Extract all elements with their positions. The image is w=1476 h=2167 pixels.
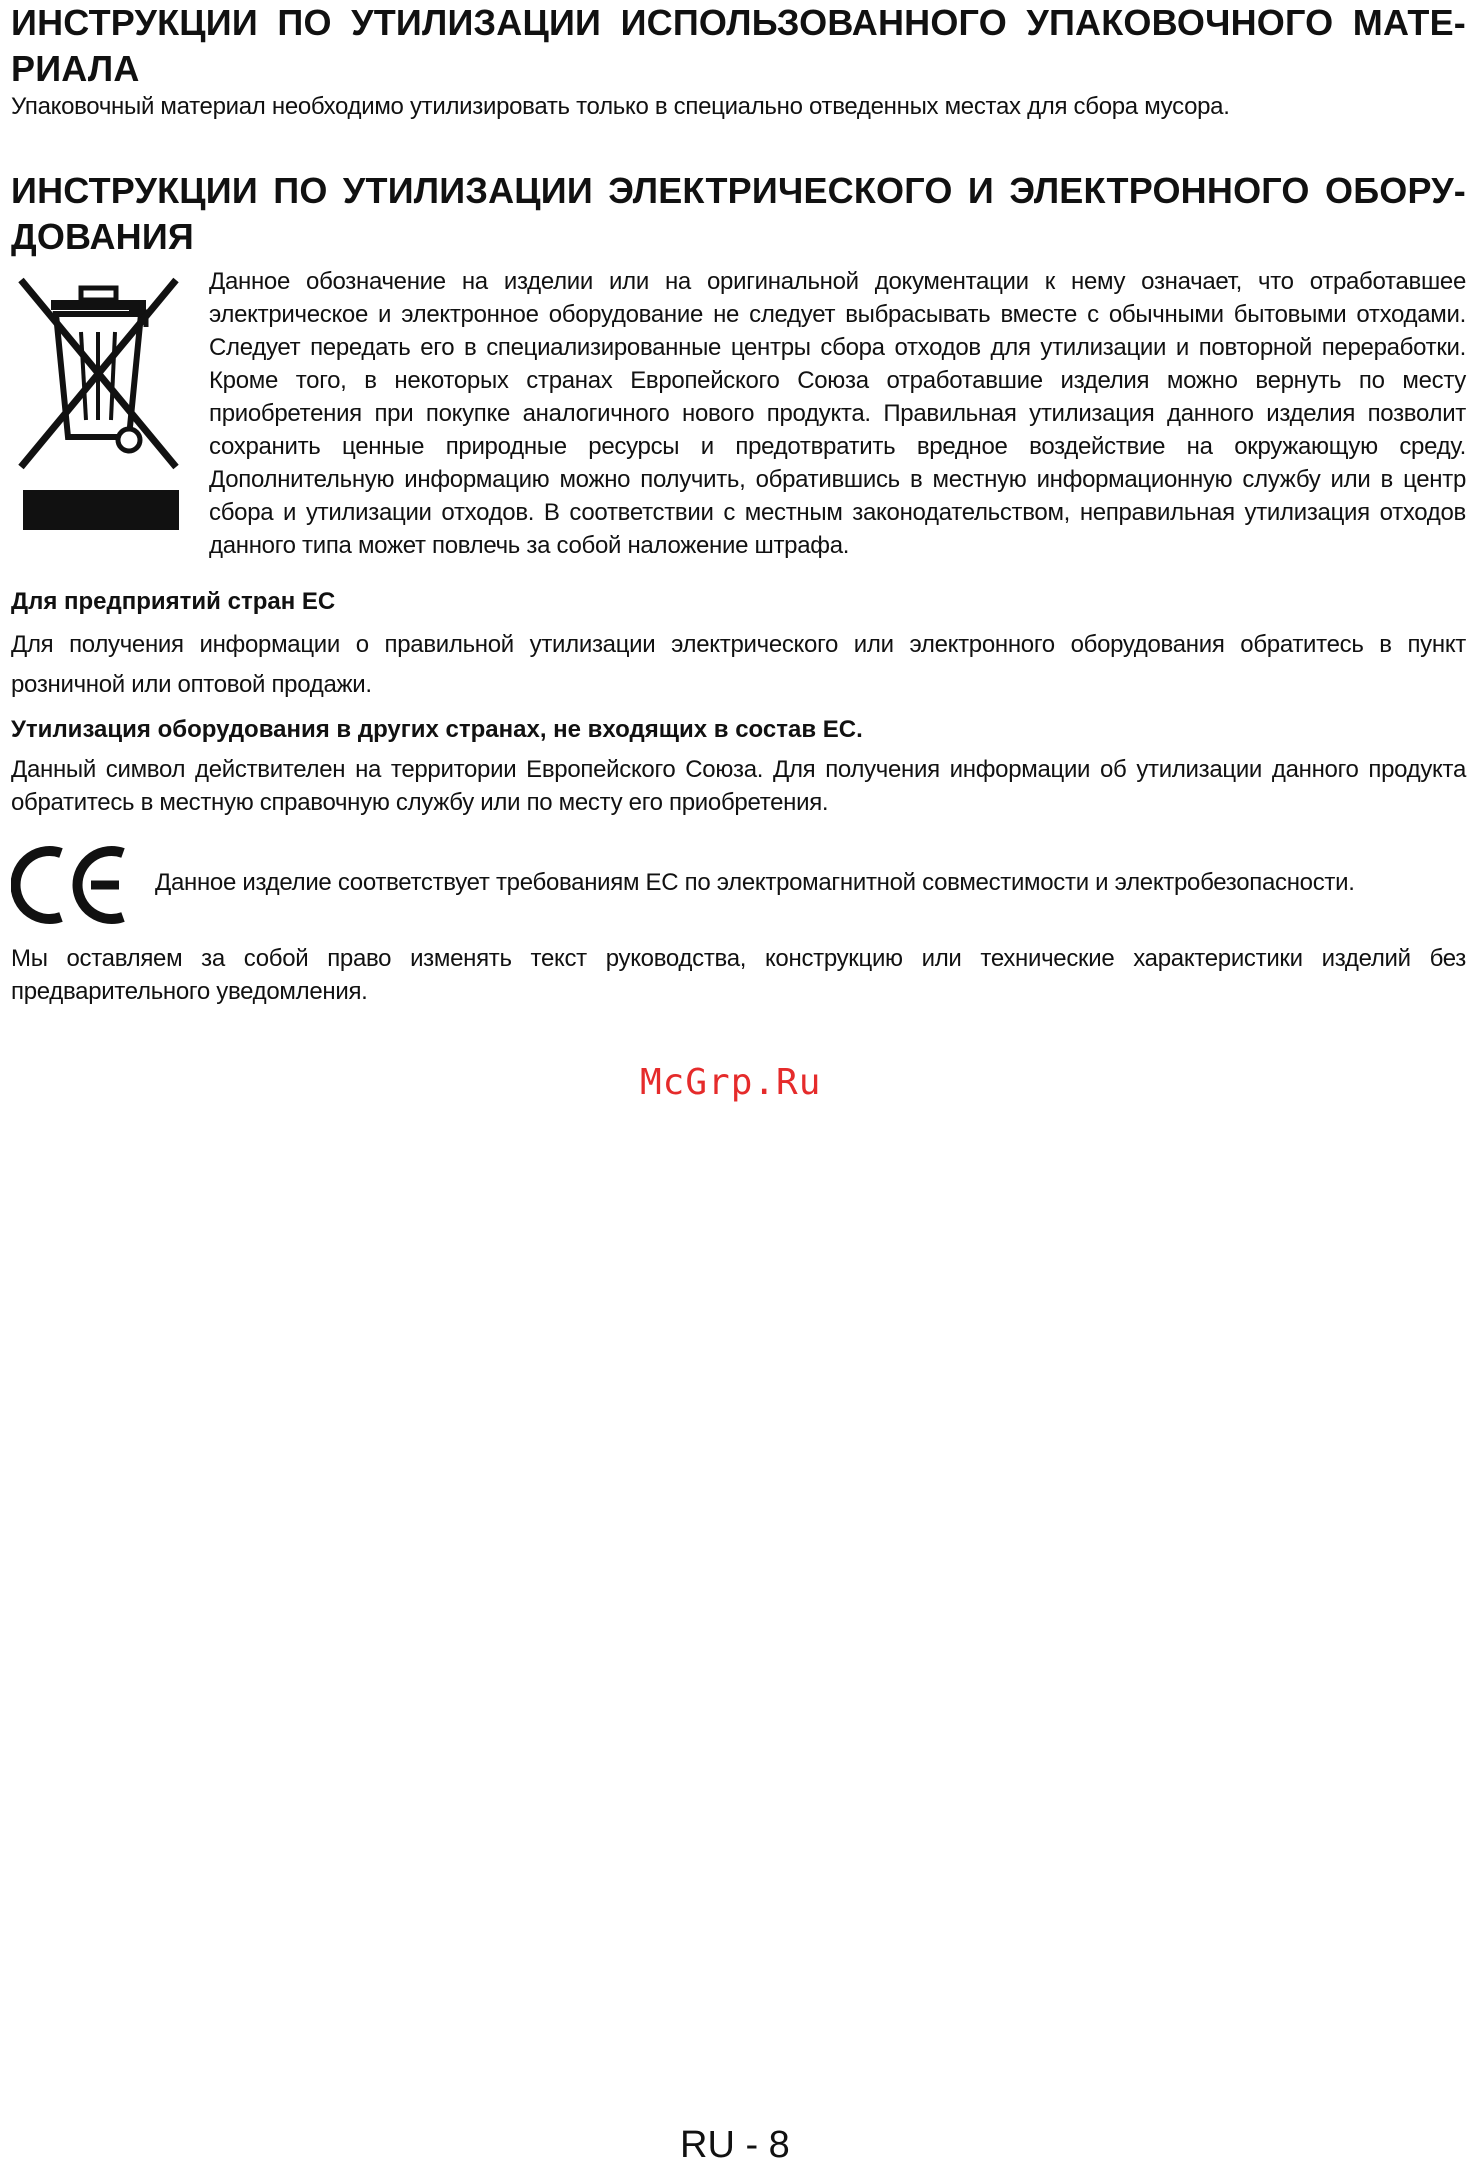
watermark-text: McGrp.Ru	[640, 1062, 822, 1103]
crossed-out-wheelie-bin-icon	[11, 272, 186, 472]
eu-business-heading: Для предприятий стран ЕС	[11, 588, 336, 615]
section-title-packaging: ИНСТРУКЦИИ ПО УТИЛИЗАЦИИ ИСПОЛЬЗОВАННОГО УПАКОВОЧНОГО МАТЕ-РИАЛА	[11, 2, 1466, 89]
disclaimer-text: Мы оставляем за собой право изменять текст руководства, конструкцию или технические характеристики изделий без предварительного уведомления.	[11, 945, 1466, 1005]
non-eu-heading: Утилизация оборудования в других странах, не входящих в состав ЕС.	[11, 716, 863, 743]
section-title-weee: ИНСТРУКЦИИ ПО УТИЛИЗАЦИИ ЭЛЕКТРИЧЕСКОГО И ЭЛЕКТРОННОГО ОБОРУ-ДОВАНИЯ	[11, 170, 1466, 257]
ce-mark-icon	[11, 845, 129, 925]
weee-black-bar	[23, 490, 179, 530]
ce-compliance-text: Данное изделие соответствует требованиям ЕС по электромагнитной совместимости и электробезопасности.	[155, 869, 1355, 896]
packaging-disposal-text: Упаковочный материал необходимо утилизировать только в специально отведенных местах для сбора мусора.	[11, 93, 1230, 120]
non-eu-text: Данный символ действителен на территории Европейского Союза. Для получения информации об утилизации данного продукта обратитесь в местную справочную службу или по месту его приобретения.	[11, 756, 1466, 816]
eu-business-text: Для получения информации о правильной утилизации электрического или электронного оборудования обратитесь в пункт розничной или оптовой продажи.	[11, 631, 1466, 698]
weee-disposal-text: Данное обозначение на изделии или на оригинальной документации к нему означает, что отработавшее электрическое и электронное оборудование не следует выбрасывать вместе с обычными бытовыми отходами. Следует передать его в специализированные центры сбора отходов для утилизации и повторной переработки. Кроме того, в некоторых странах Европейского Союза отработавшие изделия можно вернуть по месту приобретения при покупке аналогичного нового продукта. Правильная утилизация данного изделия позволит сохранить ценные природные ресурсы и предотвратить вредное воздействие на окружающую среду. Дополнительную информацию можно получить, обратившись в местную информационную службу или в центр сбора и утилизации отходов. В соответствии с местным законодательством, неправильная утилизация отходов данного типа может повлечь за собой наложение штрафа.	[209, 268, 1466, 559]
page-number: RU - 8	[680, 2124, 790, 2166]
